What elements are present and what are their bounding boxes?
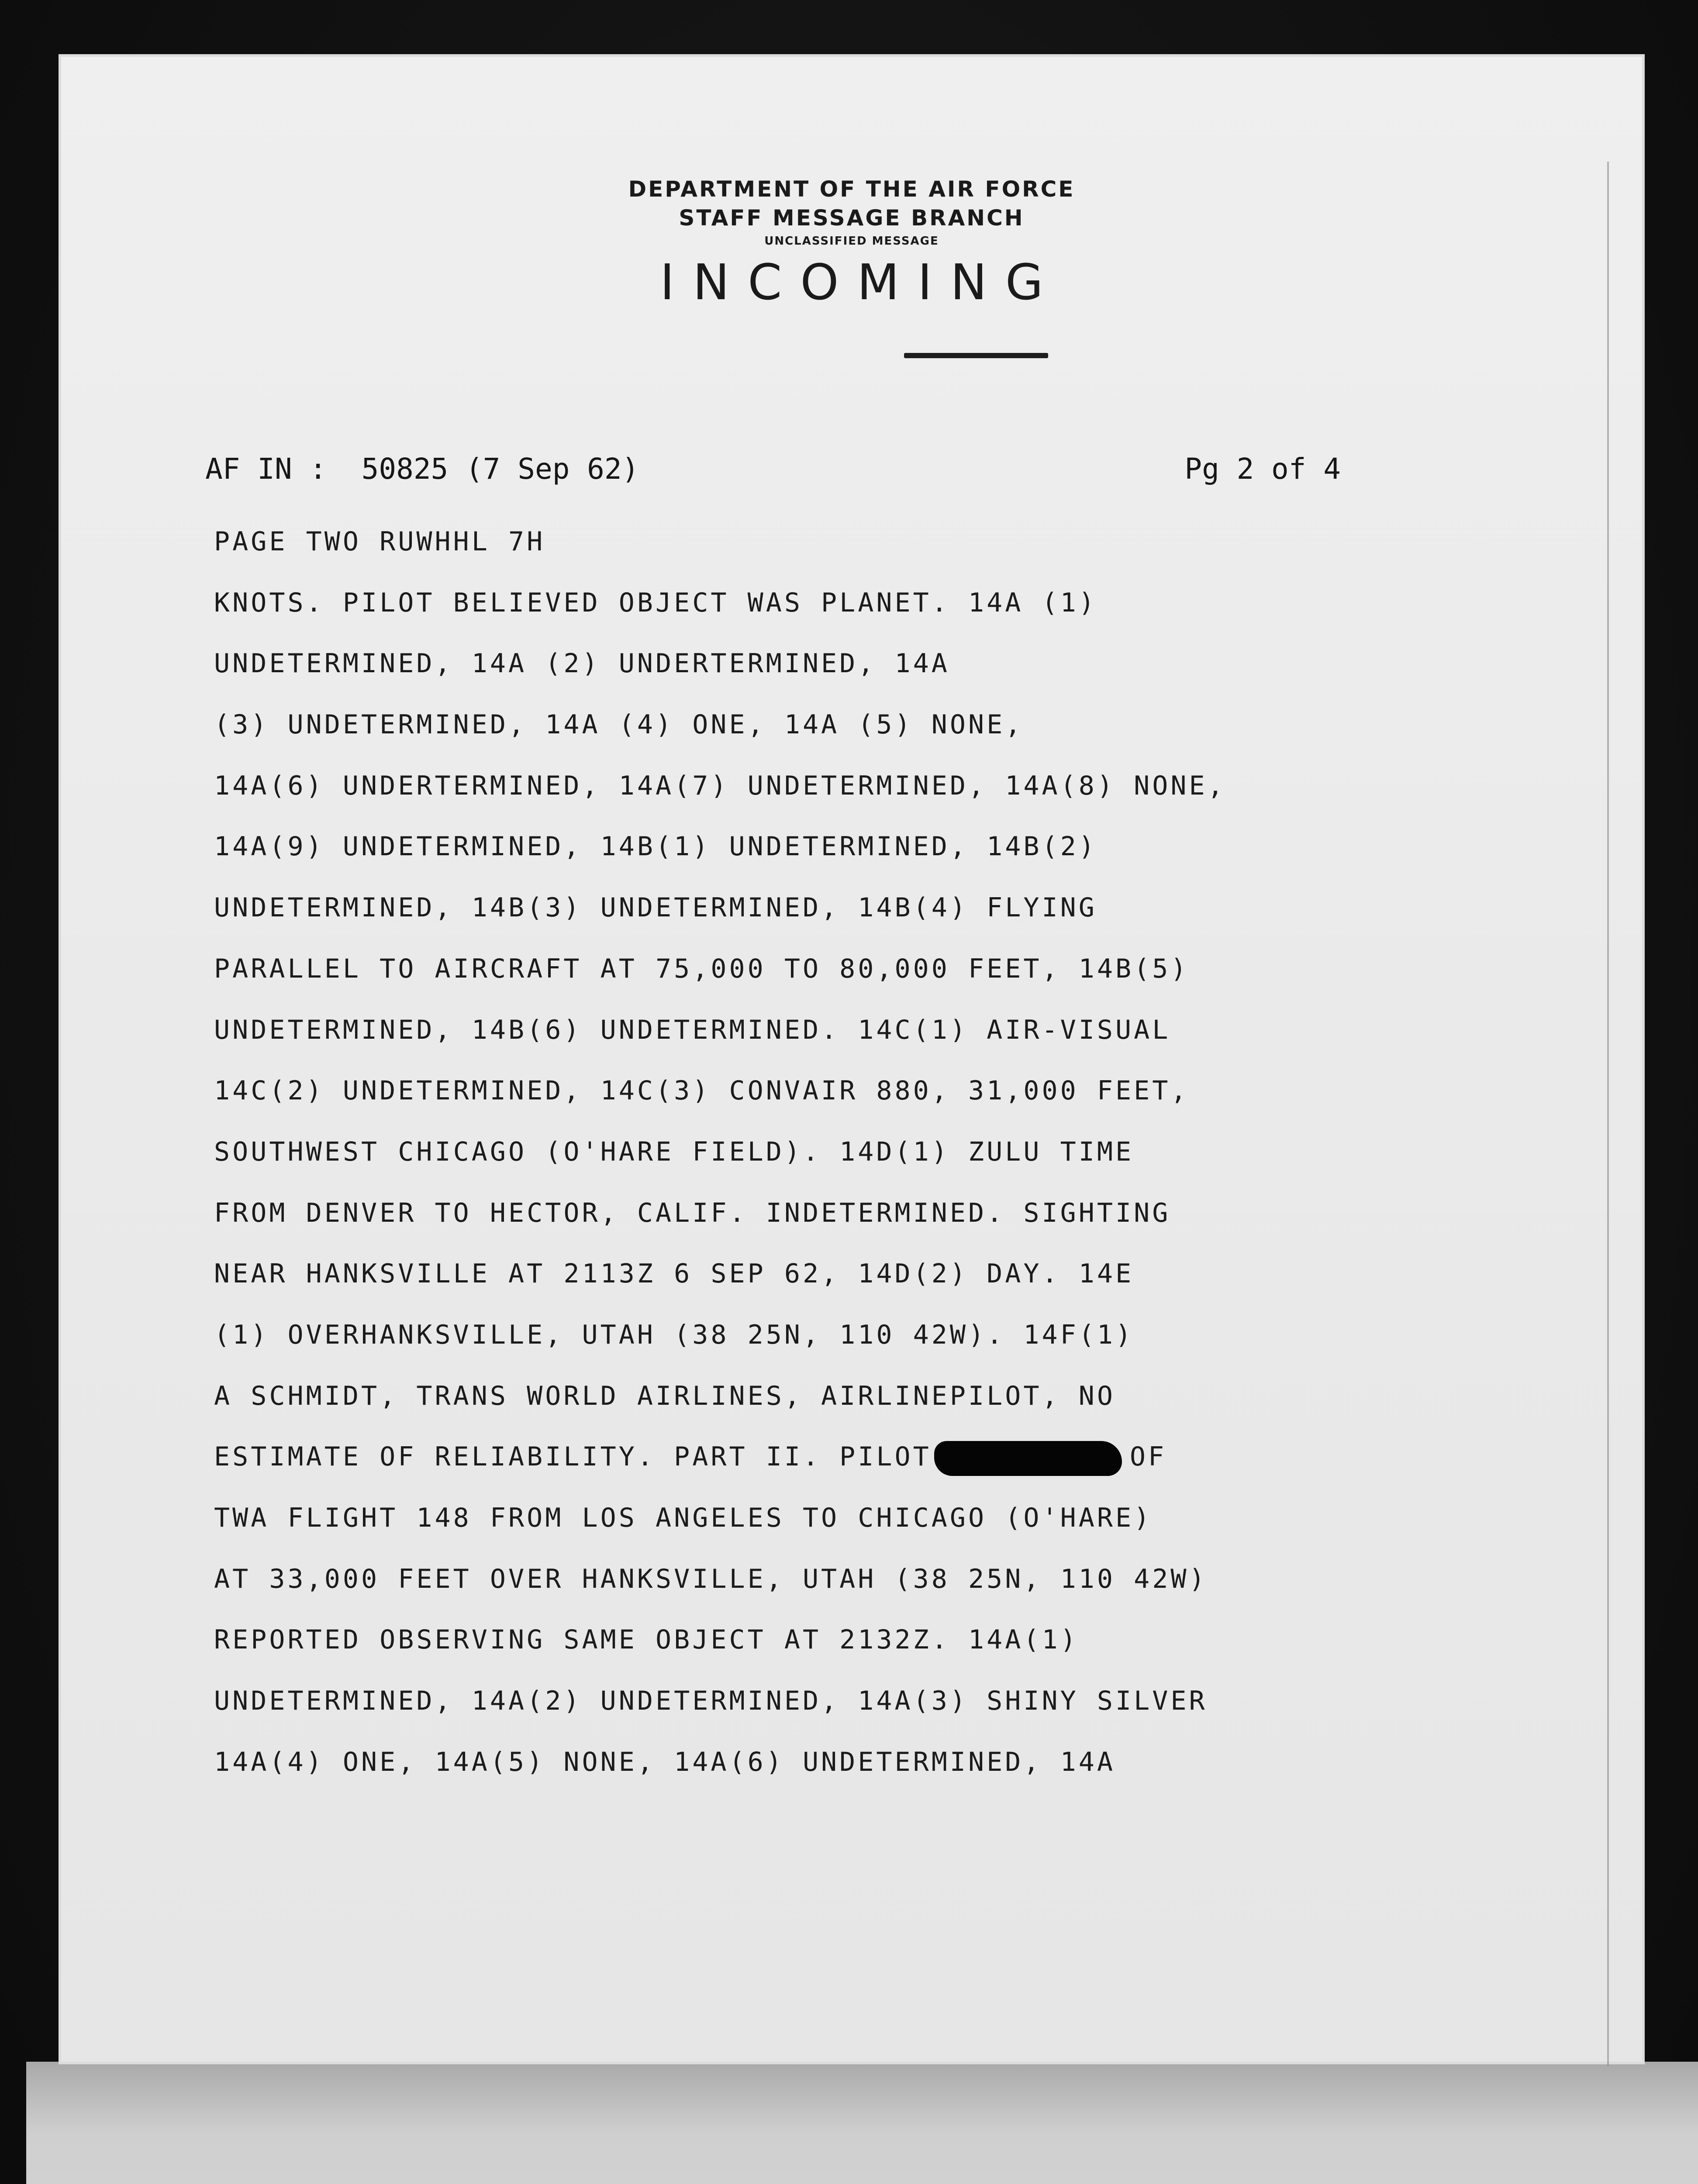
body-line: NEAR HANKSVILLE AT 2113Z 6 SEP 62, 14D(2) DAY. 14E (214, 1258, 1134, 1289)
body-line: PARALLEL TO AIRCRAFT AT 75,000 TO 80,000 FEET, 14B(5) (214, 953, 1189, 984)
page-number: Pg 2 of 4 (1184, 452, 1341, 486)
reference-line (205, 452, 1341, 491)
body-line: SOUTHWEST CHICAGO (O'HARE FIELD). 14D(1) ZULU TIME (214, 1136, 1134, 1167)
document-header (61, 175, 1642, 311)
redacted-line-before: ESTIMATE OF RELIABILITY. PART II. PILOT (214, 1441, 932, 1472)
body-line: KNOTS. PILOT BELIEVED OBJECT WAS PLANET. 14A (1) (214, 587, 1097, 618)
body-line: UNDETERMINED, 14A (2) UNDERTERMINED, 14A (214, 648, 950, 679)
title-underline (904, 353, 1048, 358)
body-line: UNDETERMINED, 14B(3) UNDETERMINED, 14B(4) FLYING (214, 892, 1097, 923)
body-line: 14A(4) ONE, 14A(5) NONE, 14A(6) UNDETERMINED, 14A (214, 1746, 1116, 1777)
body-line: (1) OVERHANKSVILLE, UTAH (38 25N, 110 42W). 14F(1) (214, 1319, 1134, 1350)
body-line: TWA FLIGHT 148 FROM LOS ANGELES TO CHICAGO (O'HARE) (214, 1503, 1153, 1533)
incoming-title: INCOMING (660, 254, 1062, 311)
body-line: FROM DENVER TO HECTOR, CALIF. INDETERMINED. SIGHTING (214, 1197, 1171, 1228)
body-line: (3) UNDETERMINED, 14A (4) ONE, 14A (5) NONE, (214, 709, 1024, 740)
scanner-bed (26, 2062, 1698, 2184)
body-line: 14C(2) UNDETERMINED, 14C(3) CONVAIR 880, 31,000 FEET, (214, 1075, 1189, 1106)
body-line: AT 33,000 FEET OVER HANKSVILLE, UTAH (38 25N, 110 42W) (214, 1563, 1208, 1594)
af-in-number: AF IN : 50825 (7 Sep 62) (205, 452, 639, 486)
redacted-line-after: OF (1129, 1441, 1167, 1472)
body-line: UNDETERMINED, 14B(6) UNDETERMINED. 14C(1) AIR-VISUAL (214, 1014, 1171, 1045)
document-page (61, 57, 1642, 2062)
message-body (214, 520, 1349, 1801)
classification-label: UNCLASSIFIED MESSAGE (764, 235, 939, 248)
page-edge-line (1607, 162, 1609, 2066)
body-line: 14A(6) UNDERTERMINED, 14A(7) UNDETERMINED, 14A(8) NONE, (214, 770, 1226, 801)
branch-title: STAFF MESSAGE BRANCH (679, 205, 1025, 231)
redacted-body-line (214, 1435, 1349, 1496)
body-line: 14A(9) UNDETERMINED, 14B(1) UNDETERMINED, 14B(2) (214, 831, 1097, 862)
body-line: UNDETERMINED, 14A(2) UNDETERMINED, 14A(3) SHINY SILVER (214, 1686, 1208, 1717)
body-line: REPORTED OBSERVING SAME OBJECT AT 2132Z. 14A(1) (214, 1624, 1079, 1655)
body-line: PAGE TWO RUWHHL 7H (214, 526, 545, 557)
department-title: DEPARTMENT OF THE AIR FORCE (628, 176, 1075, 202)
body-line: A SCHMIDT, TRANS WORLD AIRLINES, AIRLINEPILOT, NO (214, 1380, 1116, 1411)
redaction-mark (934, 1441, 1122, 1476)
